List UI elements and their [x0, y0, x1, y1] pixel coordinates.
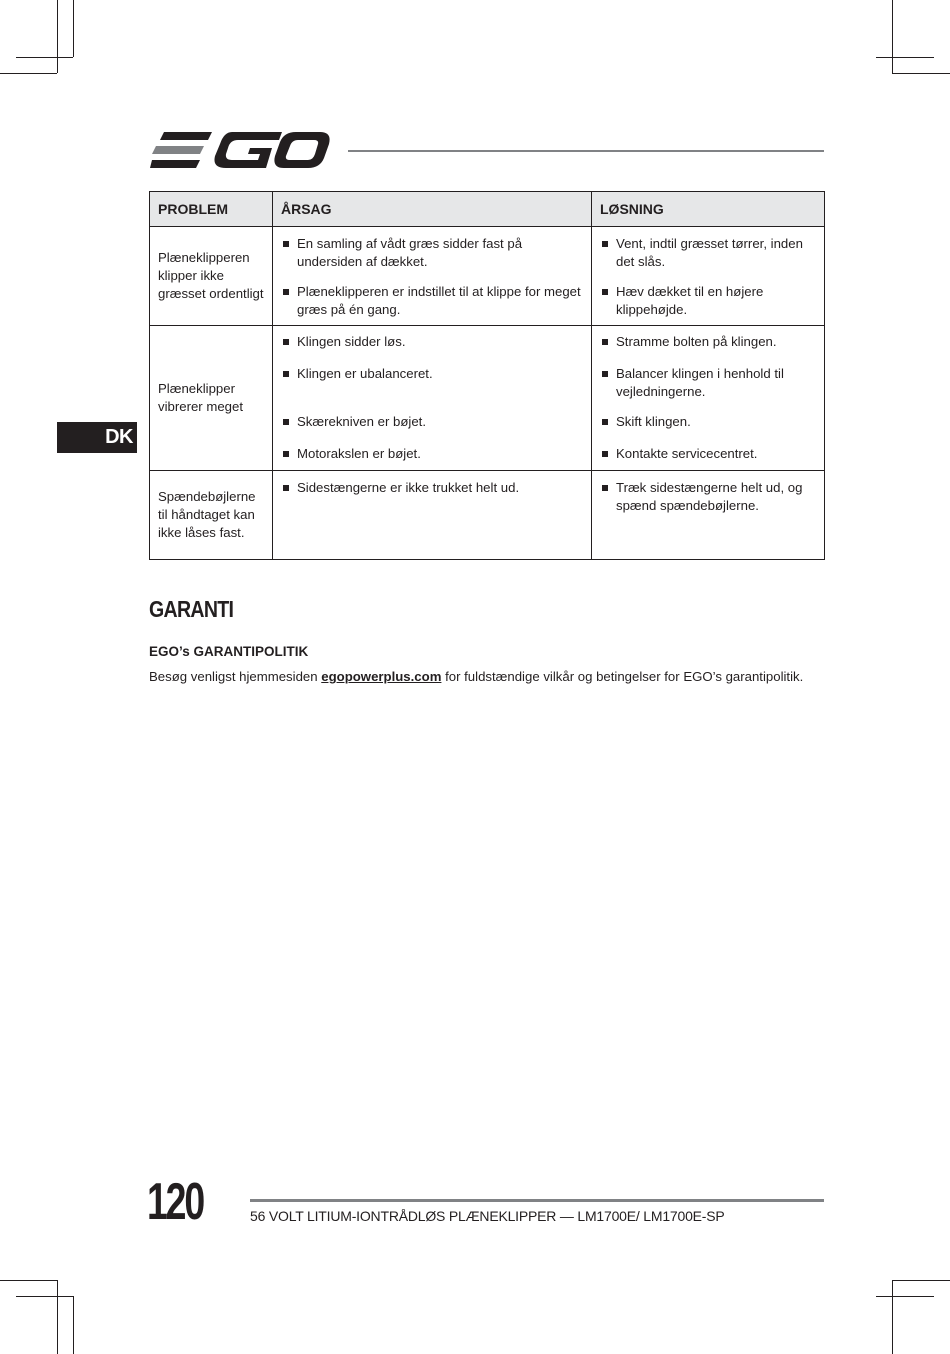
bullet-icon [283, 289, 289, 295]
cause-cell [273, 326, 592, 471]
list-item: Sidestængerne er ikke trukket helt ud. [283, 479, 583, 497]
bullet-icon [602, 485, 608, 491]
svg-text:EGO: EGO [150, 130, 153, 131]
list-item: Kontakte servicecentret. [602, 445, 816, 463]
list-item: Skærekniven er bøjet. [283, 413, 583, 431]
header-solution: LØSNING [592, 192, 825, 227]
solution-cell [592, 326, 825, 471]
list-item: Skift klingen. [602, 413, 816, 431]
crop-mark [876, 1296, 934, 1297]
bullet-icon [602, 241, 608, 247]
bullet-icon [283, 339, 289, 345]
list-item: Motorakslen er bøjet. [283, 445, 583, 463]
list-item: Klingen sidder løs. [283, 333, 583, 351]
bullet-icon [602, 451, 608, 457]
policy-heading: EGO’s GARANTIPOLITIK [149, 644, 309, 659]
problem-cell: Spændebøjlerne til håndtaget kan ikke låses fast. [150, 471, 273, 560]
list-item: Stramme bolten på klingen. [602, 333, 816, 351]
crop-mark [892, 0, 893, 73]
bullet-icon [283, 451, 289, 457]
header-rule [348, 150, 824, 152]
website-link[interactable]: egopowerplus.com [321, 669, 442, 684]
bullet-icon [283, 485, 289, 491]
language-tab: DK [57, 422, 137, 453]
crop-mark [0, 1280, 57, 1281]
list-item: Hæv dækket til en højere klippehøjde. [602, 283, 816, 319]
list-item: Plæneklipperen er indstillet til at klippe for meget græs på én gang. [283, 283, 583, 319]
crop-mark [892, 1280, 893, 1354]
crop-mark [57, 0, 58, 73]
page-number: 120 [147, 1173, 203, 1231]
cause-cell [273, 471, 592, 560]
bullet-icon [602, 289, 608, 295]
footer-product-line: 56 VOLT LITIUM-IONTRÅDLØS PLÆNEKLIPPER — LM1700E/ LM1700E-SP [250, 1208, 725, 1224]
list-item: Vent, indtil græsset tørrer, inden det slås. [602, 235, 816, 271]
problem-cell: Plæneklipperen klipper ikke græsset ordentligt [150, 227, 273, 326]
list-item: Klingen er ubalanceret. [283, 365, 583, 383]
solution-cell [592, 227, 825, 326]
list-item: Træk sidestængerne helt ud, og spænd spændebøjlerne. [602, 479, 816, 515]
cause-cell [273, 227, 592, 326]
list-item: En samling af vådt græs sidder fast på undersiden af dækket. [283, 235, 583, 271]
crop-mark [876, 57, 934, 58]
crop-mark [73, 1296, 74, 1354]
crop-mark [892, 1280, 950, 1281]
ego-logo [150, 130, 330, 170]
table-row [150, 471, 825, 560]
list-item: Balancer klingen i henhold til vejledningerne. [602, 365, 816, 401]
policy-text: Besøg venligst hjemmesiden egopowerplus.com for fuldstændige vilkår og betingelser for EGO’s garantipolitik. [149, 669, 804, 684]
table-row [150, 227, 825, 326]
header-cause: ÅRSAG [273, 192, 592, 227]
bullet-icon [602, 419, 608, 425]
crop-mark [73, 0, 74, 57]
crop-mark [57, 1280, 58, 1354]
troubleshooting-table [149, 191, 825, 560]
problem-cell: Plæneklipper vibrerer meget [150, 326, 273, 471]
header-problem: PROBLEM [150, 192, 273, 227]
crop-mark [892, 73, 950, 74]
table-header-row [150, 192, 825, 227]
table-row [150, 326, 825, 471]
footer-rule [250, 1199, 824, 1202]
bullet-icon [283, 241, 289, 247]
bullet-icon [602, 371, 608, 377]
crop-mark [16, 1296, 73, 1297]
section-title: GARANTI [149, 596, 234, 622]
bullet-icon [602, 339, 608, 345]
crop-mark [16, 57, 73, 58]
bullet-icon [283, 371, 289, 377]
bullet-icon [283, 419, 289, 425]
solution-cell [592, 471, 825, 560]
crop-mark [0, 73, 57, 74]
